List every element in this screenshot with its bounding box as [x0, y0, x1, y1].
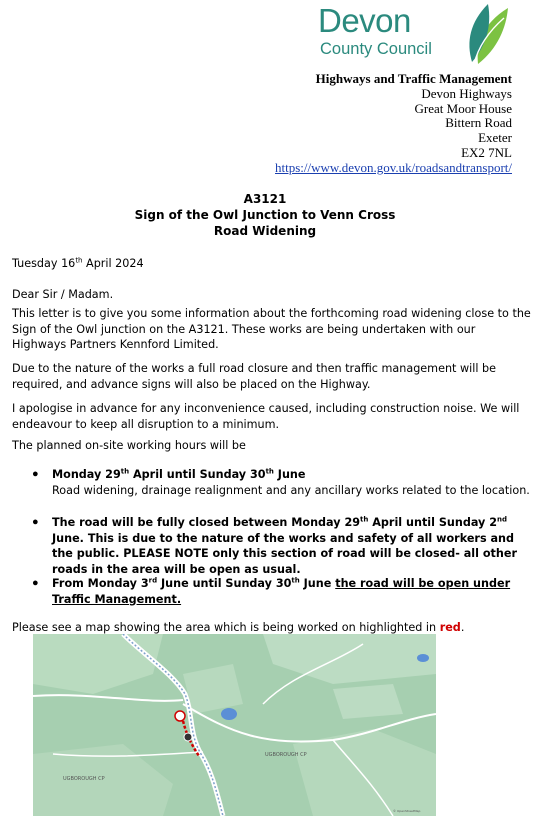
map-attribution: © OpenStreetMap [393, 809, 421, 813]
bullet-icon: ● [32, 577, 39, 589]
schedule-item-traffic-management: From Monday 3rd June until Sunday 30th June the road will be open under Traffic Management. [52, 576, 511, 606]
map-graphic [33, 634, 436, 816]
logo-line-2: County Council [320, 40, 432, 58]
department: Highways and Traffic Management [315, 71, 512, 86]
title-location: Sign of the Owl Junction to Venn Cross [134, 208, 396, 222]
works-area-map [33, 634, 436, 816]
letter-date: Tuesday 16th April 2024 [12, 256, 144, 270]
schedule-item-works: Monday 29th April until Sunday 30th June Road widening, drainage realignment and any ancillary works related to the location. [52, 467, 530, 497]
schedule-item-closure: The road will be fully closed between Monday 29th April until Sunday 2nd June. This is due to the nature of the works and safety of all workers and the public. PLEASE NOTE only this section of road will be closed- all other roads in the area will be open as usual. [52, 515, 517, 576]
paragraph-closure: Due to the nature of the works a full road closure and then traffic management will be required, and advance signs will also be placed on the Highway. [12, 362, 497, 391]
sender-address [275, 72, 512, 176]
paragraph-intro: This letter is to give you some information about the forthcoming road widening close to the Sign of the Owl junction on the A3121. These works are being undertaken with our Highways Partners Kennford Limited. [12, 307, 531, 351]
logo-line-1: Devon [318, 2, 411, 39]
address-line: Great Moor House [414, 100, 512, 116]
salutation: Dear Sir / Madam. [12, 288, 114, 301]
address-line: Devon Highways [421, 85, 512, 101]
paragraph-apology: I apologise in advance for any inconvenience caused, including construction noise. We will endeavour to keep all disruption to a minimum. [12, 402, 520, 431]
leaf-icon [448, 4, 520, 66]
address-line: Bittern Road [445, 115, 512, 131]
devon-logo [316, 4, 520, 66]
map-label: UGBOROUGH CP [265, 752, 307, 758]
letter-title [0, 191, 530, 239]
address-line: Exeter [478, 130, 512, 146]
bullet-icon: ● [32, 516, 39, 528]
map-caption: Please see a map showing the area which is being worked on highlighted in red. [12, 621, 465, 634]
website-link[interactable]: https://www.devon.gov.uk/roadsandtransport/ [275, 159, 512, 175]
paragraph-hours: The planned on-site working hours will be [12, 439, 246, 452]
title-road: A3121 [243, 192, 287, 206]
title-works: Road Widening [213, 224, 317, 238]
address-line: EX2 7NL [461, 144, 512, 160]
map-label: UGBOROUGH CP [63, 776, 105, 782]
bullet-icon: ● [32, 468, 39, 480]
